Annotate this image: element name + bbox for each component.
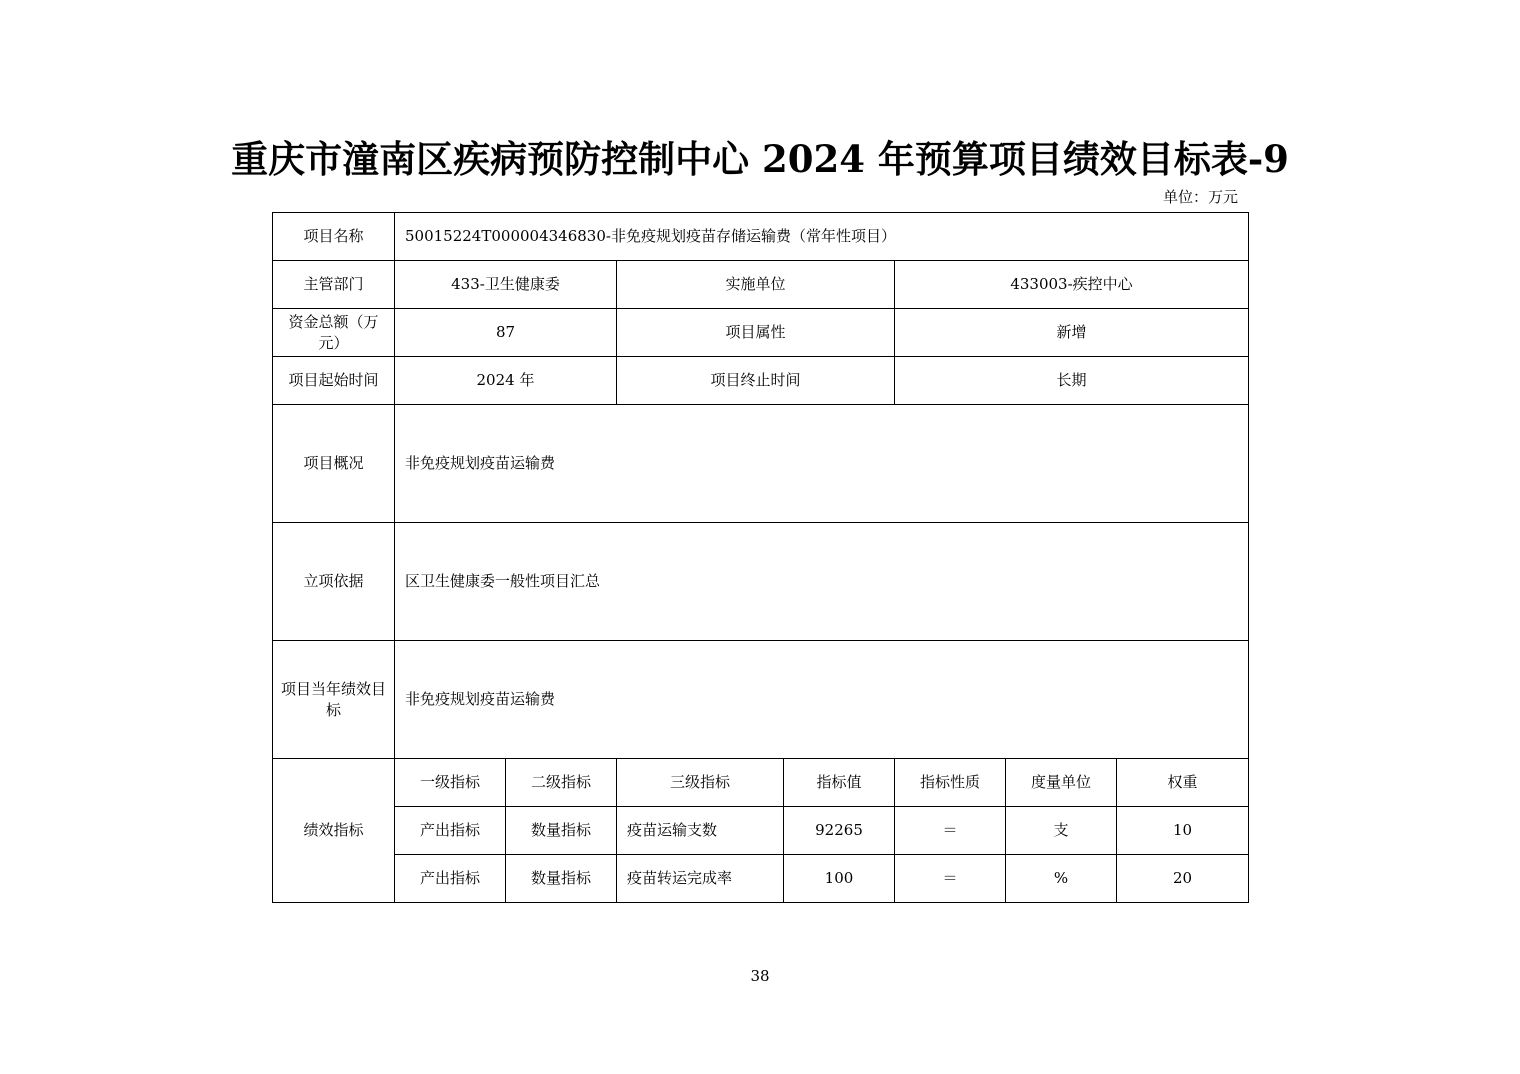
- indicator-cell: 数量指标: [506, 807, 617, 855]
- row-time: [273, 357, 1249, 405]
- dept-label: 主管部门: [273, 261, 395, 309]
- indicator-cell: 产出指标: [395, 855, 506, 903]
- indicator-header: 度量单位: [1006, 759, 1117, 807]
- funds-label: 资金总额（万元）: [273, 309, 395, 357]
- indicator-cell: 数量指标: [506, 855, 617, 903]
- indicator-cell: ＝: [895, 807, 1006, 855]
- end-label: 项目终止时间: [617, 357, 895, 405]
- impl-label: 实施单位: [617, 261, 895, 309]
- goal-value: 非免疫规划疫苗运输费: [395, 641, 1249, 759]
- indicator-cell: ＝: [895, 855, 1006, 903]
- row-project-name: [273, 213, 1249, 261]
- indicator-cell: %: [1006, 855, 1117, 903]
- attr-value: 新增: [895, 309, 1249, 357]
- overview-value: 非免疫规划疫苗运输费: [395, 405, 1249, 523]
- indicator-cell: 支: [1006, 807, 1117, 855]
- funds-value: 87: [395, 309, 617, 357]
- indicator-cell: 疫苗运输支数: [617, 807, 784, 855]
- indicator-row: [273, 855, 1249, 903]
- start-value: 2024 年: [395, 357, 617, 405]
- page-title: 重庆市潼南区疾病预防控制中心 2024 年预算项目绩效目标表-9: [231, 137, 1289, 181]
- indicator-cell: 20: [1117, 855, 1249, 903]
- row-department: [273, 261, 1249, 309]
- overview-label: 项目概况: [273, 405, 395, 523]
- indicator-header: 指标性质: [895, 759, 1006, 807]
- indicator-cell: 10: [1117, 807, 1249, 855]
- indicator-cell: 92265: [784, 807, 895, 855]
- indicator-header: 指标值: [784, 759, 895, 807]
- row-funds: [273, 309, 1249, 357]
- page-number: 38: [750, 967, 770, 985]
- project-name-value: 50015224T000004346830-非免疫规划疫苗存储运输费（常年性项目）: [395, 213, 1249, 261]
- dept-value: 433-卫生健康委: [395, 261, 617, 309]
- unit-label: 单位：万元: [1162, 188, 1238, 206]
- project-name-label: 项目名称: [273, 213, 395, 261]
- indicator-header: 权重: [1117, 759, 1249, 807]
- row-goal: [273, 641, 1249, 759]
- start-label: 项目起始时间: [273, 357, 395, 405]
- row-basis: [273, 523, 1249, 641]
- basis-value: 区卫生健康委一般性项目汇总: [395, 523, 1249, 641]
- performance-table: [272, 212, 1249, 903]
- end-value: 长期: [895, 357, 1249, 405]
- row-overview: [273, 405, 1249, 523]
- indicator-header: 二级指标: [506, 759, 617, 807]
- indicator-cell: 疫苗转运完成率: [617, 855, 784, 903]
- indicator-row: [273, 807, 1249, 855]
- indicator-cell: 产出指标: [395, 807, 506, 855]
- indicator-header-row: [273, 759, 1249, 807]
- indicator-cell: 100: [784, 855, 895, 903]
- impl-value: 433003-疾控中心: [895, 261, 1249, 309]
- goal-label: 项目当年绩效目标: [273, 641, 395, 759]
- indicator-header: 一级指标: [395, 759, 506, 807]
- attr-label: 项目属性: [617, 309, 895, 357]
- indicators-label: 绩效指标: [273, 759, 395, 903]
- basis-label: 立项依据: [273, 523, 395, 641]
- indicator-header: 三级指标: [617, 759, 784, 807]
